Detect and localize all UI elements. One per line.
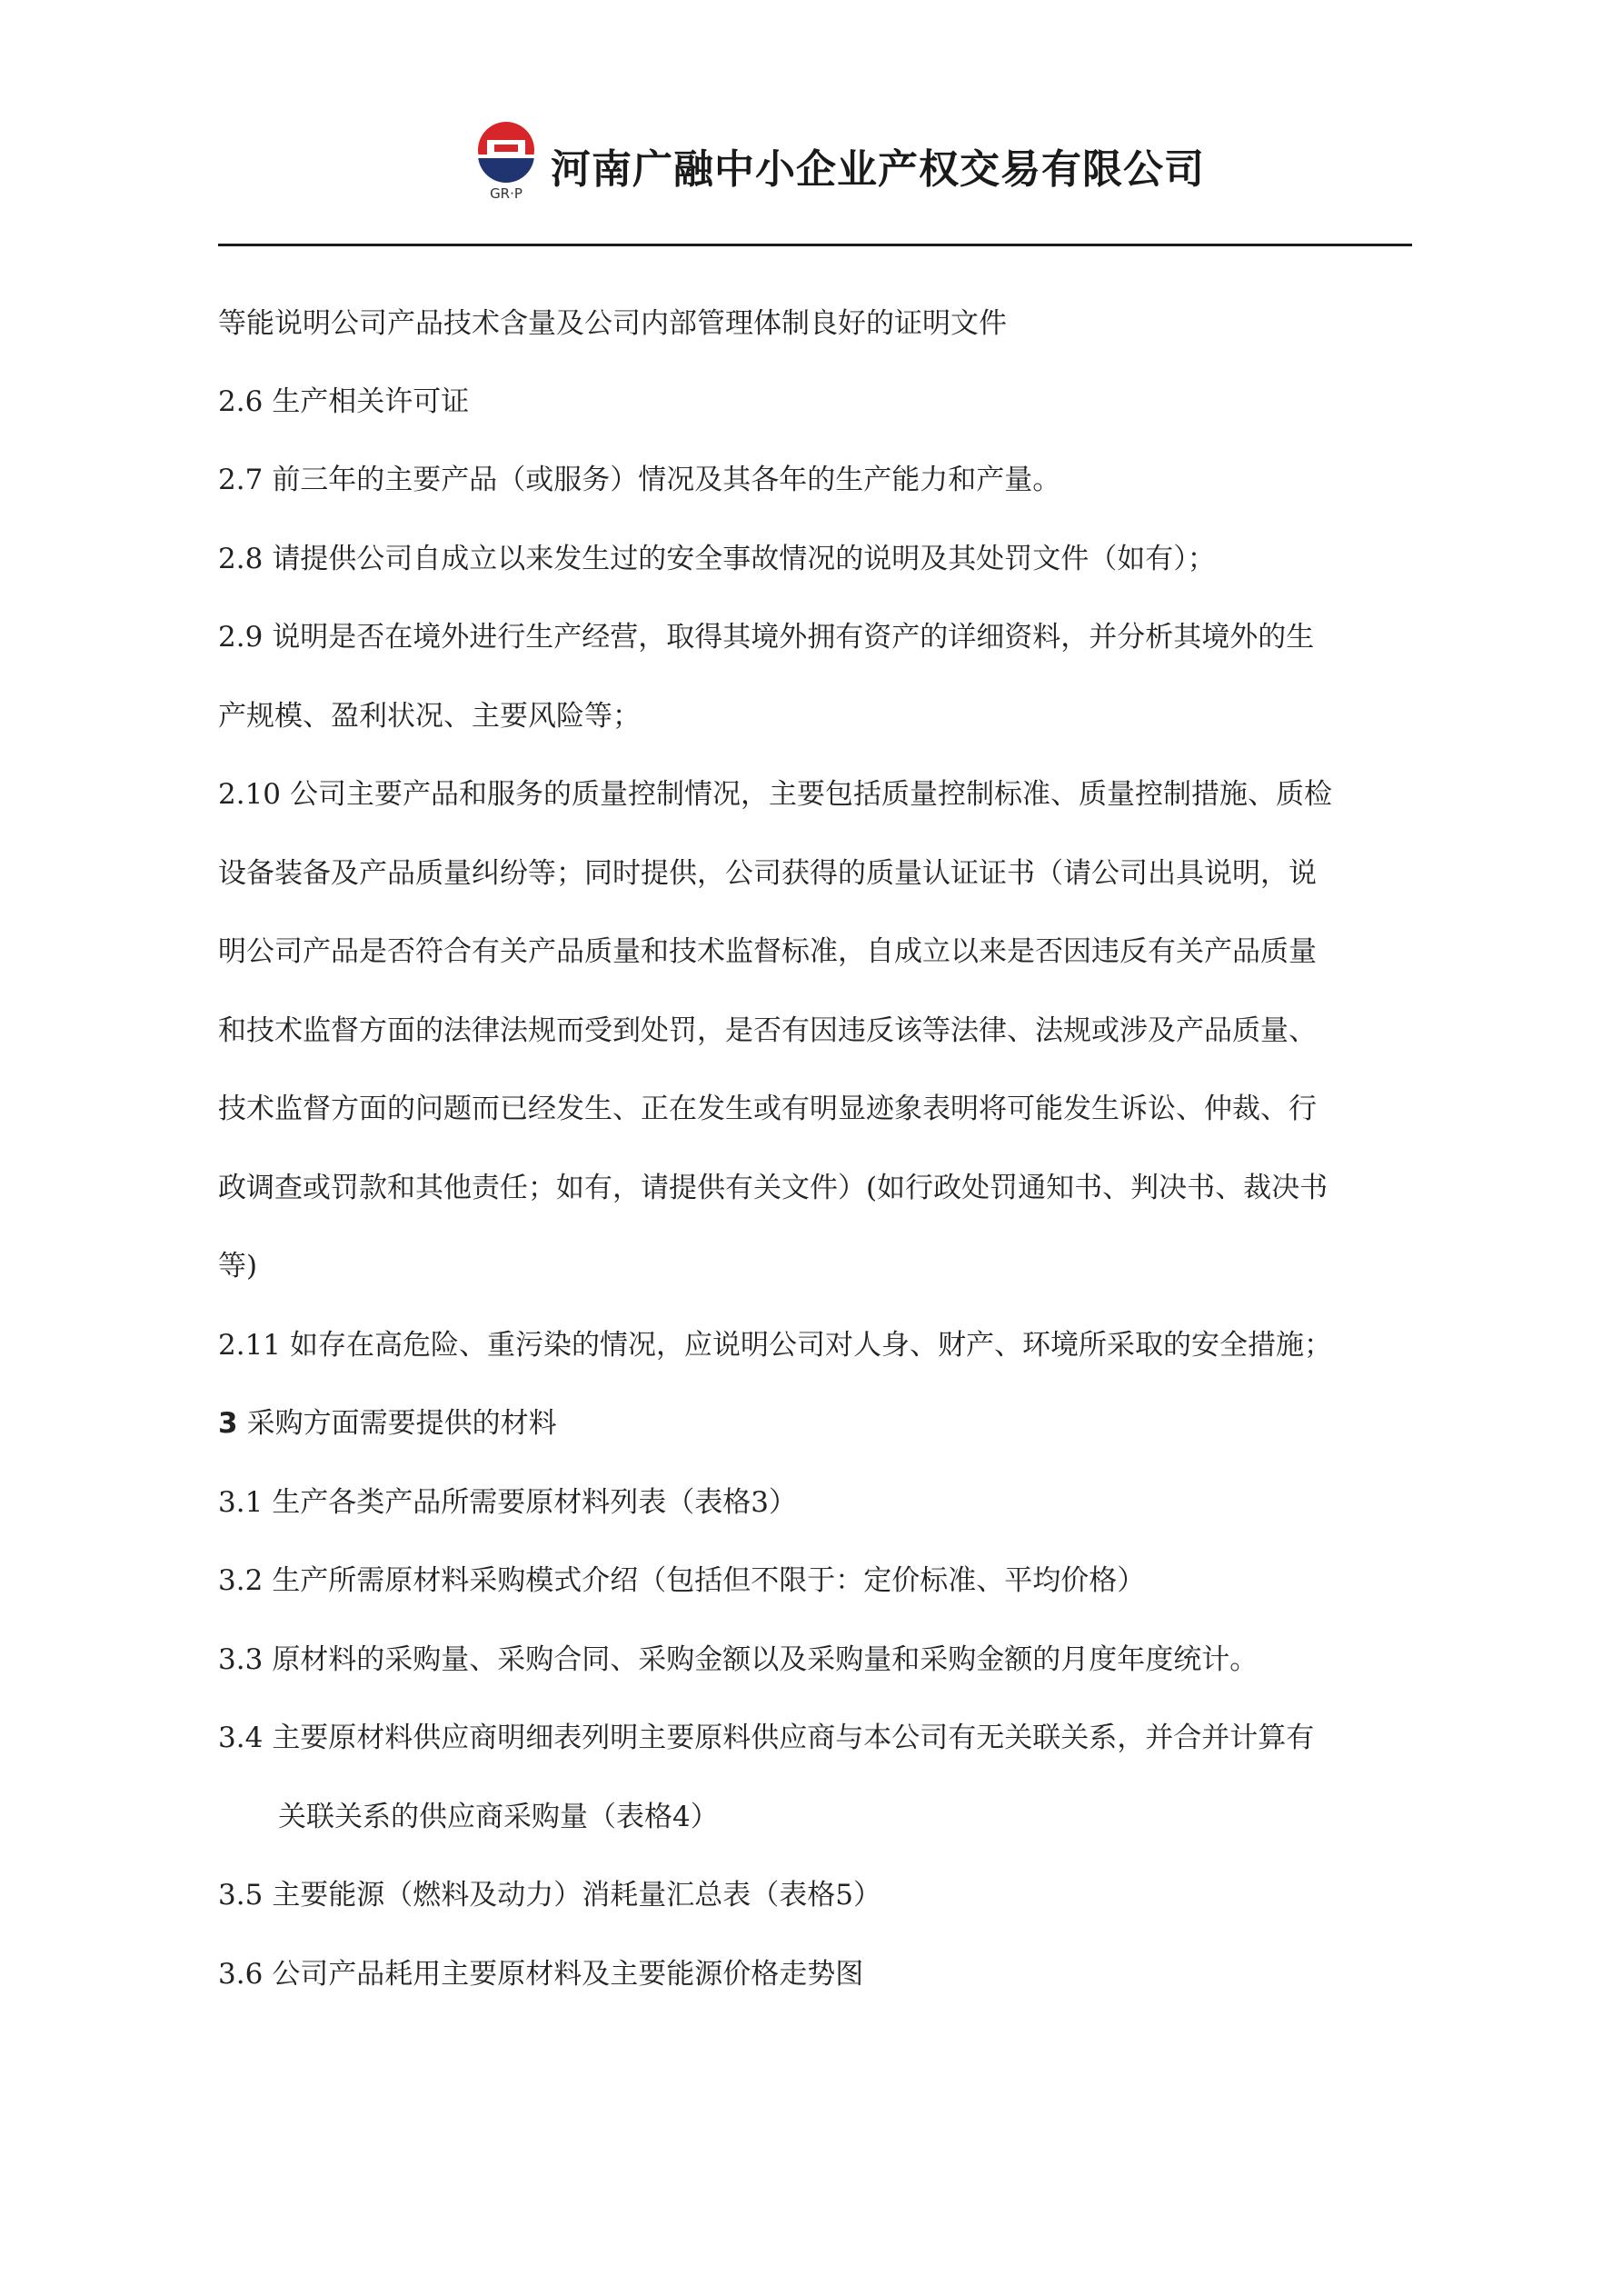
body-line: 产规模、盈利状况、主要风险等； [218,700,641,733]
body-line: 政调查或罚款和其他责任；如有，请提供有关文件）(如行政处罚通知书、判决书、裁决书 [218,1172,1328,1204]
item-number: 3.6 [218,1958,264,1991]
item-number: 2.6 [218,385,264,418]
item-text: 主要原材料供应商明细表列明主要原料供应商与本公司有无关联关系，并合并计算有 [272,1722,1315,1754]
item-3-2 [218,1562,1145,1599]
item-text: 原材料的采购量、采购合同、采购金额以及采购量和采购金额的月度年度统计。 [272,1643,1259,1676]
item-2-11 [218,1327,1332,1363]
item-text: 前三年的主要产品（或服务）情况及其各年的生产能力和产量。 [272,464,1061,496]
item-number: 3.5 [218,1879,264,1912]
company-name: 河南广融中小企业产权交易有限公司 [551,146,1205,193]
company-logo-icon [474,120,538,204]
item-3-6 [218,1956,863,1992]
body-line: 等) [218,1250,258,1283]
body-line: 技术监督方面的问题而已经发生、正在发生或有明显迹象表明将可能发生诉讼、仲裁、行 [218,1093,1317,1125]
body-line: 等能说明公司产品技术含量及公司内部管理体制良好的证明文件 [218,307,1007,340]
page-header [0,0,1622,245]
item-number: 3.4 [218,1722,264,1754]
section-title: 采购方面需要提供的材料 [246,1407,557,1440]
body-line: 设备装备及产品质量纠纷等；同时提供，公司获得的质量认证证书（请公司出具说明，说 [218,857,1317,890]
body-line: 明公司产品是否符合有关产品质量和技术监督标准，自成立以来是否因违反有关产品质量 [218,935,1317,968]
item-2-7 [218,462,1060,498]
item-2-9 [218,619,1314,655]
section-3-heading [218,1405,557,1442]
item-text: 说明是否在境外进行生产经营，取得其境外拥有资产的详细资料，并分析其境外的生 [272,621,1315,654]
item-3-3 [218,1642,1258,1678]
item-text: 如存在高危险、重污染的情况，应说明公司对人身、财产、环境所采取的安全措施； [290,1329,1333,1362]
item-number: 3.3 [218,1643,264,1676]
body-line: 关联关系的供应商采购量（表格4） [278,1801,719,1833]
header-divider [218,244,1412,246]
item-number: 2.10 [218,778,282,811]
item-text: 请提供公司自成立以来发生过的安全事故情况的说明及其处罚文件（如有）； [272,543,1216,575]
body-line: 和技术监督方面的法律法规而受到处罚，是否有因违反该等法律、法规或涉及产品质量、 [218,1014,1317,1047]
item-number: 3.2 [218,1564,264,1597]
item-number: 3.1 [218,1486,264,1519]
item-text: 生产所需原材料采购模式介绍（包括但不限于：定价标准、平均价格） [272,1564,1146,1597]
item-number: 2.8 [218,543,264,575]
item-2-10 [218,776,1332,813]
item-text: 公司主要产品和服务的质量控制情况，主要包括质量控制标准、质量控制措施、质检 [290,778,1333,811]
item-text: 公司产品耗用主要原材料及主要能源价格走势图 [272,1958,864,1991]
item-text: 生产各类产品所需要原材料列表（表格3） [272,1486,798,1519]
item-text: 生产相关许可证 [272,385,470,418]
item-2-6 [218,384,469,420]
logo-caption: GR·P [490,185,522,202]
item-3-4 [218,1720,1314,1756]
item-3-5 [218,1877,881,1913]
item-text: 主要能源（燃料及动力）消耗量汇总表（表格5） [272,1879,882,1912]
section-number: 3 [218,1407,238,1440]
item-number: 2.11 [218,1329,282,1362]
item-number: 2.7 [218,464,264,496]
item-number: 2.9 [218,621,264,654]
item-3-1 [218,1484,797,1521]
item-2-8 [218,541,1216,577]
